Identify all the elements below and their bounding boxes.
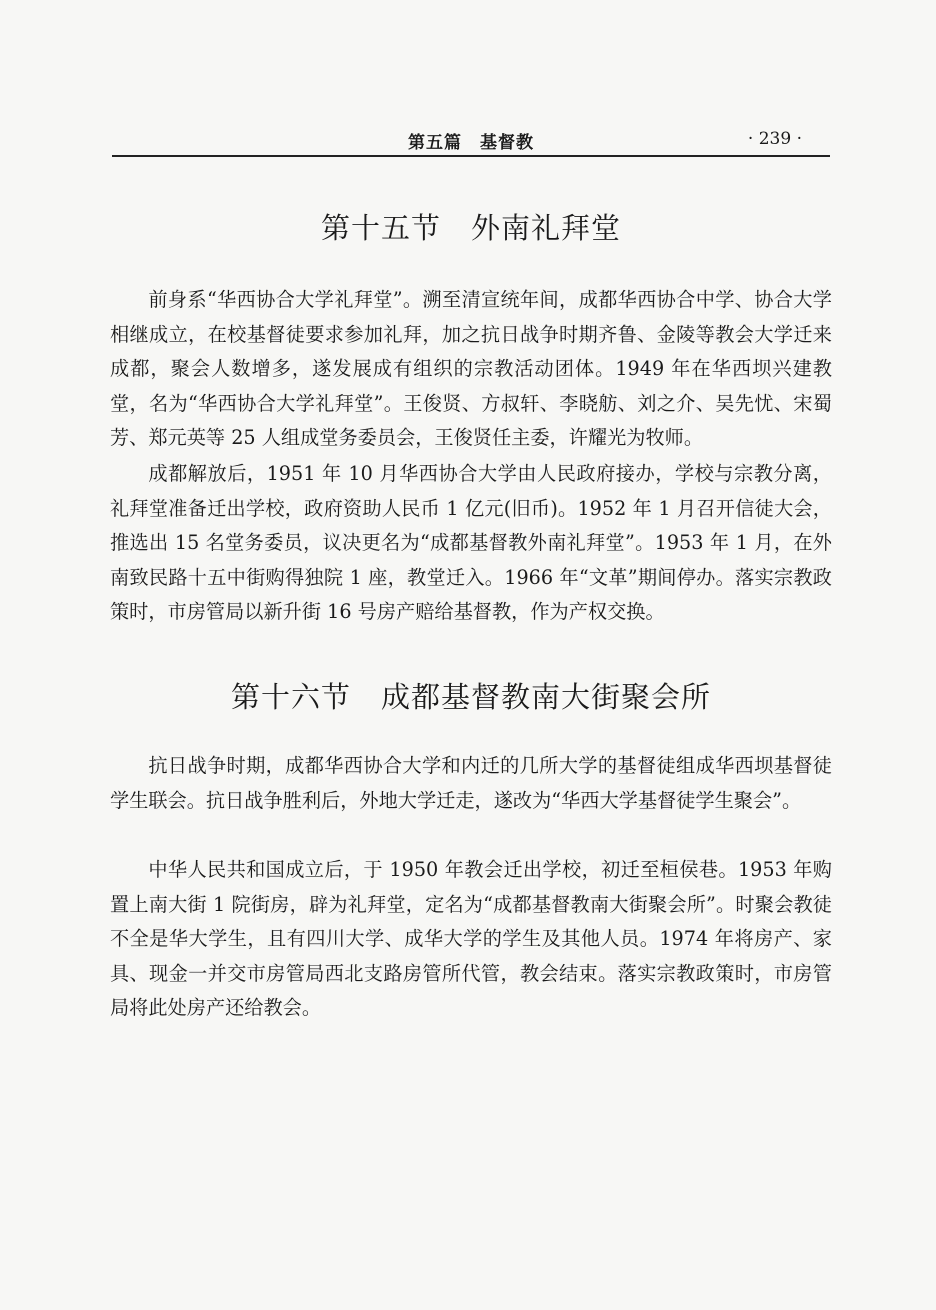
running-header	[112, 126, 830, 158]
header-title	[408, 128, 534, 153]
section-16-paragraph-2: 中华人民共和国成立后，于 1950 年教会迁出学校，初迁至桓侯巷。1953 年购置上南大街 1 院街房，辟为礼拜堂，定名为“成都基督教南大街聚会所”。时聚会教徒不全是华大学生，且有四川大学、成华大学的学生及其他人员。1974 年将房产、家具、现金一并交市房管局西北支路房管所代管，教会结束。落实宗教政策时，市房管局将此处房产还给教会。	[110, 858, 832, 1020]
section-16-paragraph-1: 抗日战争时期，成都华西协合大学和内迁的几所大学的基督徒组成华西坝基督徒学生联会。抗日战争胜利后，外地大学迁走，遂改为“华西大学基督徒学生聚会”。	[110, 754, 832, 812]
section-16-name: 成都基督教南大街聚会所	[381, 680, 712, 714]
section-15-title	[112, 206, 830, 247]
section-15-name: 外南礼拜堂	[471, 211, 622, 245]
header-chapter: 基督教	[480, 133, 534, 153]
section-16-title	[112, 675, 830, 716]
header-rule	[112, 155, 830, 157]
section-16-number: 第十六节	[230, 680, 351, 714]
section-15-paragraph-2: 成都解放后，1951 年 10 月华西协合大学由人民政府接办，学校与宗教分离，礼拜堂准备迁出学校，政府资助人民币 1 亿元(旧币)。1952 年 1 月召开信徒大会，推选出 15 名堂务委员，议决更名为“成都基督教外南礼拜堂”。1953 年 1 月，在外南致民路十五中街购得独院 1 座，教堂迁入。1966 年“文革”期间停办。落实宗教政策时，市房管局以新升街 16 号房产赔给基督教，作为产权交换。	[110, 462, 832, 624]
section-15-paragraph-1: 前身系“华西协合大学礼拜堂”。溯至清宣统年间，成都华西协合中学、协合大学相继成立，在校基督徒要求参加礼拜，加之抗日战争时期齐鲁、金陵等教会大学迁来成都，聚会人数增多，遂发展成有组织的宗教活动团体。1949 年在华西坝兴建教堂，名为“华西协合大学礼拜堂”。王俊贤、方叔轩、李晓舫、刘之介、吴先忧、宋蜀芳、郑元英等 25 人组成堂务委员会，王俊贤任主委，许耀光为牧师。	[110, 288, 832, 450]
header-part: 第五篇	[408, 133, 462, 153]
section-15-number: 第十五节	[320, 211, 441, 245]
page-number: · 239 ·	[747, 129, 802, 149]
